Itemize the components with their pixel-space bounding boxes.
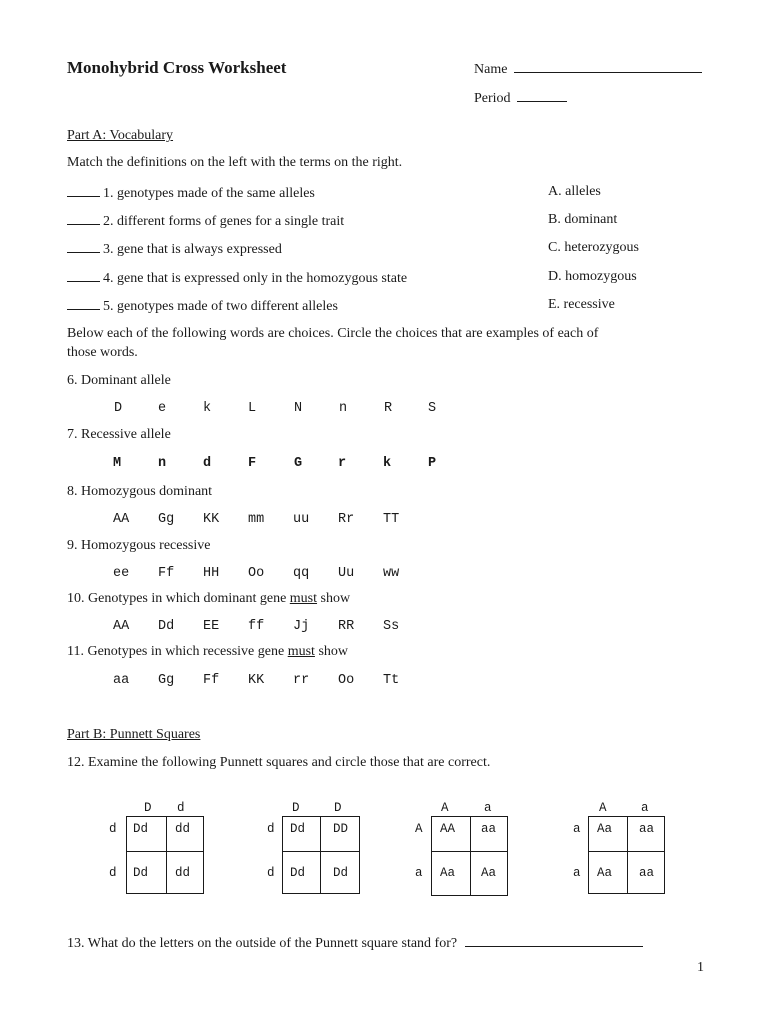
top-allele: D bbox=[144, 801, 152, 815]
definition-text: 4. gene that is expressed only in the homozygous state bbox=[103, 271, 408, 286]
answer-blank[interactable] bbox=[67, 240, 100, 253]
question-10-label bbox=[67, 591, 350, 607]
choice[interactable]: AA bbox=[113, 512, 130, 527]
answer-blank[interactable] bbox=[67, 184, 100, 197]
choice[interactable]: Ss bbox=[383, 619, 400, 634]
period-field bbox=[474, 89, 567, 107]
choice[interactable]: D bbox=[114, 401, 123, 416]
choice[interactable]: Rr bbox=[338, 512, 355, 527]
question-12-text: 12. Examine the following Punnett squares and circle those that are correct. bbox=[67, 755, 491, 770]
choice[interactable]: Jj bbox=[293, 619, 310, 634]
answer-blank[interactable] bbox=[465, 934, 643, 947]
choice[interactable]: M bbox=[113, 456, 122, 471]
term-item: E. recessive bbox=[548, 297, 615, 312]
choice[interactable]: ee bbox=[113, 566, 130, 581]
side-allele: d bbox=[109, 866, 117, 880]
choice[interactable]: ff bbox=[248, 619, 265, 634]
choice[interactable]: Tt bbox=[383, 673, 400, 688]
choice[interactable]: KK bbox=[203, 512, 220, 527]
definition-text: 2. different forms of genes for a single trait bbox=[103, 214, 345, 229]
top-allele: A bbox=[441, 801, 449, 815]
punnett-cell: aa bbox=[481, 822, 497, 836]
choice[interactable]: N bbox=[294, 401, 303, 416]
choice[interactable]: L bbox=[248, 401, 257, 416]
top-allele: d bbox=[177, 801, 185, 815]
term-item: B. dominant bbox=[548, 212, 618, 227]
top-allele: A bbox=[599, 801, 607, 815]
question-7-choices bbox=[0, 456, 768, 474]
term-item: C. heterozygous bbox=[548, 240, 639, 255]
side-allele: A bbox=[415, 822, 423, 836]
choice[interactable]: qq bbox=[293, 566, 310, 581]
question-8-choices bbox=[0, 512, 768, 530]
side-allele: a bbox=[573, 866, 581, 880]
side-allele: d bbox=[109, 822, 117, 836]
question-6-label: 6. Dominant allele bbox=[67, 373, 171, 388]
definition-row bbox=[67, 212, 344, 230]
question-9-choices bbox=[0, 566, 768, 584]
top-allele: a bbox=[641, 801, 649, 815]
choice[interactable]: P bbox=[428, 456, 437, 471]
term-item: D. homozygous bbox=[548, 269, 637, 284]
part-b-heading: Part B: Punnett Squares bbox=[67, 727, 201, 742]
name-label: Name bbox=[474, 62, 508, 77]
side-allele: d bbox=[267, 822, 275, 836]
period-label: Period bbox=[474, 91, 511, 106]
choice[interactable]: Ff bbox=[203, 673, 220, 688]
choice[interactable]: Gg bbox=[158, 673, 175, 688]
choice[interactable]: n bbox=[158, 456, 167, 471]
choice[interactable]: uu bbox=[293, 512, 310, 527]
question-13-text: 13. What do the letters on the outside of the Punnett square stand for? bbox=[67, 936, 458, 951]
must-emphasis: must bbox=[289, 591, 318, 606]
question-10-text: 10. Genotypes in which dominant gene bbox=[67, 591, 290, 606]
part-a-heading: Part A: Vocabulary bbox=[67, 128, 174, 143]
punnett-cell: Dd bbox=[290, 866, 306, 880]
choice[interactable]: rr bbox=[293, 673, 310, 688]
definition-row bbox=[67, 269, 407, 287]
choice[interactable]: n bbox=[339, 401, 348, 416]
punnett-cell: Aa bbox=[597, 866, 613, 880]
definition-text: 1. genotypes made of the same alleles bbox=[103, 186, 315, 201]
choice[interactable]: R bbox=[384, 401, 393, 416]
choice[interactable]: AA bbox=[113, 619, 130, 634]
answer-blank[interactable] bbox=[67, 297, 100, 310]
choice[interactable]: TT bbox=[383, 512, 400, 527]
top-allele: a bbox=[484, 801, 492, 815]
definition-text: 3. gene that is always expressed bbox=[103, 242, 282, 257]
choice[interactable]: e bbox=[158, 401, 167, 416]
choice[interactable]: Oo bbox=[338, 673, 355, 688]
choice[interactable]: HH bbox=[203, 566, 220, 581]
punnett-cell: Dd bbox=[290, 822, 306, 836]
question-10-choices bbox=[0, 619, 768, 637]
choice[interactable]: r bbox=[338, 456, 347, 471]
punnett-cell: DD bbox=[333, 822, 349, 836]
page-number: 1 bbox=[697, 960, 704, 975]
side-allele: a bbox=[573, 822, 581, 836]
top-allele: D bbox=[292, 801, 300, 815]
name-blank[interactable] bbox=[514, 60, 702, 73]
punnett-cell: Dd bbox=[133, 822, 149, 836]
term-item: A. alleles bbox=[548, 184, 601, 199]
worksheet-title: Monohybrid Cross Worksheet bbox=[67, 58, 287, 77]
choice[interactable]: RR bbox=[338, 619, 355, 634]
side-allele: a bbox=[415, 866, 423, 880]
question-6-choices bbox=[0, 401, 768, 419]
must-emphasis: must bbox=[287, 644, 315, 659]
choice[interactable]: mm bbox=[248, 512, 265, 527]
question-11-text: 11. Genotypes in which recessive gene bbox=[67, 644, 288, 659]
punnett-cell: AA bbox=[440, 822, 456, 836]
choice[interactable]: aa bbox=[113, 673, 130, 688]
punnett-cell: dd bbox=[175, 822, 191, 836]
question-13 bbox=[67, 934, 643, 952]
question-11-text-end: show bbox=[314, 644, 348, 659]
choice[interactable]: S bbox=[428, 401, 437, 416]
question-9-label: 9. Homozygous recessive bbox=[67, 538, 211, 553]
question-10-text-end: show bbox=[317, 591, 351, 606]
question-7-label: 7. Recessive allele bbox=[67, 427, 171, 442]
name-field bbox=[474, 60, 702, 78]
choice[interactable]: Uu bbox=[338, 566, 355, 581]
choice[interactable]: G bbox=[294, 456, 303, 471]
choice[interactable]: k bbox=[383, 456, 392, 471]
period-blank[interactable] bbox=[517, 89, 567, 102]
definition-row bbox=[67, 240, 282, 258]
question-11-label bbox=[67, 644, 348, 660]
definition-row bbox=[67, 297, 338, 315]
side-allele: d bbox=[267, 866, 275, 880]
choice[interactable]: k bbox=[203, 401, 212, 416]
part-a-instructions: Match the definitions on the left with the terms on the right. bbox=[67, 155, 403, 170]
choice[interactable]: Dd bbox=[158, 619, 175, 634]
choice[interactable]: F bbox=[248, 456, 257, 471]
answer-blank[interactable] bbox=[67, 212, 100, 225]
punnett-cell: Aa bbox=[481, 866, 497, 880]
choice[interactable]: d bbox=[203, 456, 212, 471]
punnett-cell: Aa bbox=[597, 822, 613, 836]
definition-text: 5. genotypes made of two different alleles bbox=[103, 299, 338, 314]
top-allele: D bbox=[334, 801, 342, 815]
punnett-cell: Dd bbox=[333, 866, 349, 880]
question-11-choices bbox=[0, 673, 768, 691]
choice[interactable]: Gg bbox=[158, 512, 175, 527]
choice[interactable]: Oo bbox=[248, 566, 265, 581]
choice-instructions-line-2: those words. bbox=[67, 345, 138, 360]
choice[interactable]: ww bbox=[383, 566, 400, 581]
punnett-cell: Aa bbox=[440, 866, 456, 880]
punnett-cell: Dd bbox=[133, 866, 149, 880]
punnett-cell: aa bbox=[639, 866, 655, 880]
punnett-cell: aa bbox=[639, 822, 655, 836]
choice[interactable]: KK bbox=[248, 673, 265, 688]
question-8-label: 8. Homozygous dominant bbox=[67, 484, 213, 499]
definition-row bbox=[67, 184, 315, 202]
punnett-cell: dd bbox=[175, 866, 191, 880]
choice-instructions-line-1: Below each of the following words are choices. Circle the choices that are examples of each of bbox=[67, 326, 599, 341]
choice[interactable]: EE bbox=[203, 619, 220, 634]
answer-blank[interactable] bbox=[67, 269, 100, 282]
choice[interactable]: Ff bbox=[158, 566, 175, 581]
